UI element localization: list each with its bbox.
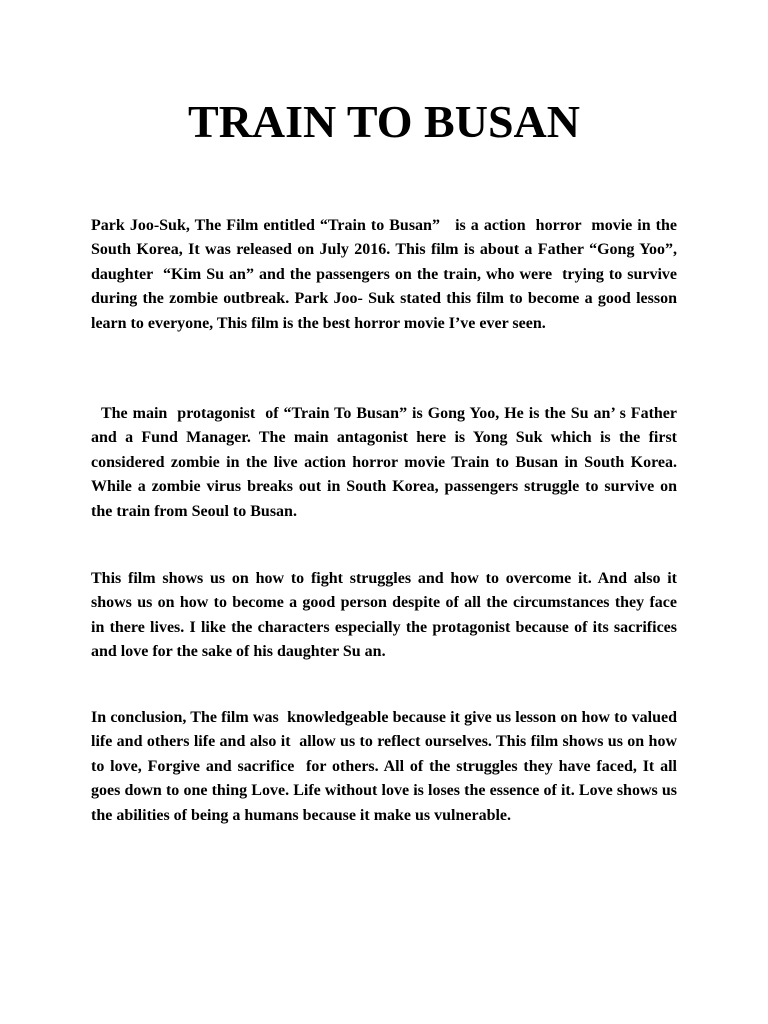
paragraph-introduction: Park Joo-Suk, The Film entitled “Train to Busan” is a action horror movie in the South Korea, It was released on July 2016. This film is about a Father “Gong Yoo”, daughter “Kim Su an” and the passengers on the train, who were trying to survive during the zombie outbreak. Park Joo- Suk stated this film to become a good lesson learn to everyone, This film is the best horror movie I’ve ever seen.: [91, 217, 681, 332]
paragraph-lessons: This film shows us on how to fight struggles and how to overcome it. And also it shows us on how to become a good person despite of all the circumstances they face in there lives. I like the characters especially the protagonist because of its sacrifices and love for the sake of his daughter Su an.: [91, 570, 685, 661]
paragraph-characters: The main protagonist of “Train To Busan” is Gong Yoo, He is the Su an’ s Father and a Fund Manager. The main antagonist here is Yong Suk which is the first considered zombie in the live action horror movie Train to Busan in South Korea. While a zombie virus breaks out in South Korea, passengers struggle to survive on the train from Seoul to Busan.: [91, 405, 685, 520]
document-title: TRAIN TO BUSAN: [188, 96, 580, 147]
paragraph-conclusion: In conclusion, The film was knowledgeable because it give us lesson on how to valued life and others life and also it allow us to reflect ourselves. This film shows us on how to love, Forgive and sacrifice for others. All of the struggles they have faced, It all goes down to one thing Love. Life without love is loses the essence of it. Love shows us the abilities of being a humans because it make us vulnerable.: [91, 709, 681, 824]
